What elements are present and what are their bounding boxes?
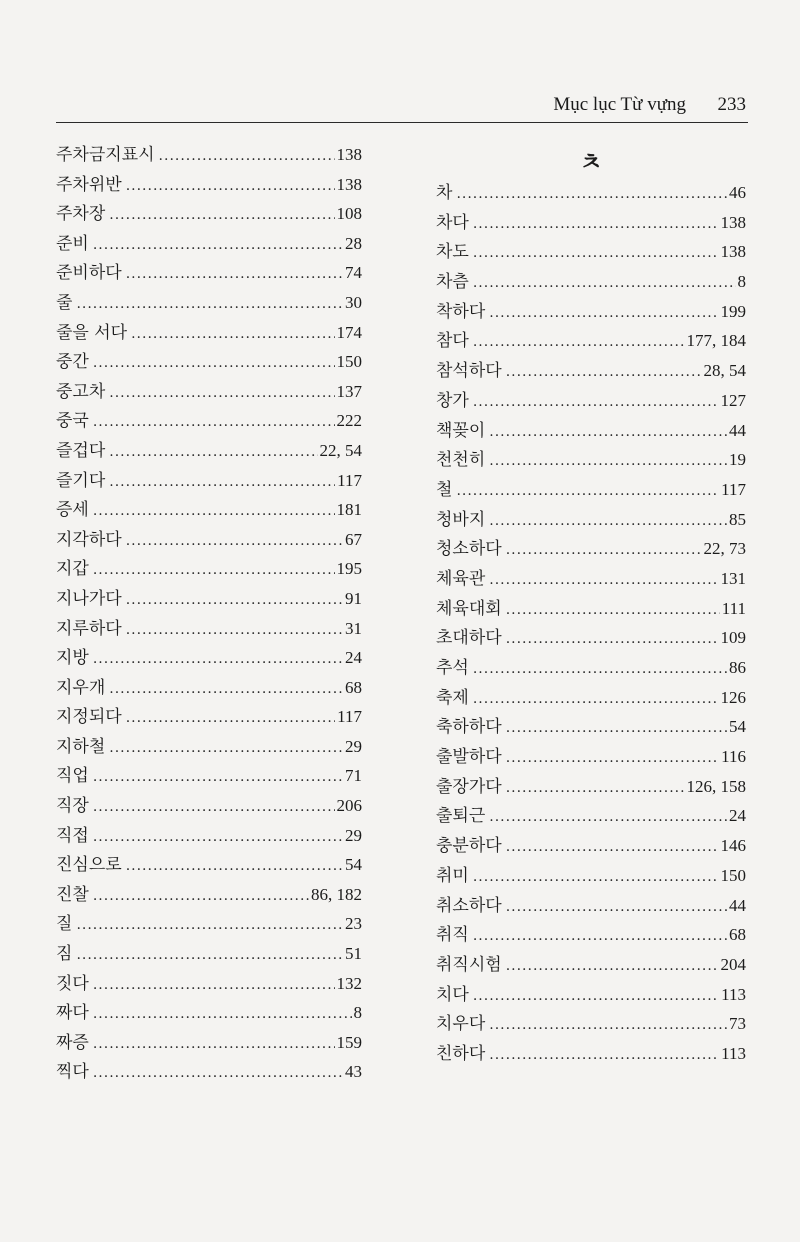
index-page-ref: 204 (720, 954, 746, 974)
index-term: 주차금지표시 (56, 145, 155, 165)
index-entry (56, 140, 362, 170)
index-term: 중국 (56, 411, 89, 432)
dot-leader (506, 596, 720, 626)
index-entry (436, 475, 746, 505)
index-term: 축제 (436, 687, 469, 708)
index-page-ref: 44 (729, 420, 746, 440)
index-page-ref: 138 (720, 212, 746, 232)
index-entry (436, 950, 746, 980)
index-term: 천천히 (436, 450, 486, 471)
index-page-ref: 46 (729, 183, 746, 202)
index-term: 즐겁다 (56, 440, 106, 461)
index-page-ref: 195 (336, 559, 362, 579)
index-entry (436, 208, 746, 238)
dot-leader (506, 774, 685, 804)
index-term: 주차위반 (56, 174, 122, 195)
index-term: 진심으로 (56, 855, 122, 876)
index-term: 축하하다 (436, 717, 502, 738)
index-entry (436, 386, 746, 416)
index-page-ref: 150 (336, 352, 362, 372)
index-term: 참석하다 (436, 361, 502, 382)
index-page-ref: 206 (336, 796, 362, 816)
index-term: 차다 (436, 212, 469, 233)
dot-leader (126, 260, 343, 290)
index-entry (436, 772, 746, 802)
index-page-ref: 28, 54 (703, 361, 746, 381)
dot-leader (76, 941, 343, 971)
dot-leader (506, 833, 719, 863)
index-page-ref: 54 (345, 855, 362, 875)
index-page-ref: 181 (336, 500, 362, 520)
index-entry (56, 347, 362, 377)
index-entry (436, 801, 746, 831)
index-page-ref: 109 (720, 628, 746, 648)
index-entry (436, 623, 746, 653)
index-page-ref: 51 (345, 944, 362, 964)
index-entries-right (436, 178, 746, 1069)
dot-leader (109, 734, 343, 764)
index-page-ref: 138 (720, 242, 746, 262)
index-entry (56, 288, 362, 318)
index-entry (436, 831, 746, 861)
dot-leader (93, 823, 343, 853)
dot-leader (506, 625, 719, 655)
index-page-ref: 132 (336, 973, 362, 993)
dot-leader (126, 527, 343, 557)
index-term: 짜다 (56, 1003, 89, 1024)
index-page-ref: 74 (345, 263, 362, 283)
index-page-ref: 131 (720, 568, 746, 588)
dot-leader (93, 408, 335, 438)
index-term: 지갑 (56, 559, 89, 580)
dot-leader (473, 388, 719, 418)
index-term: 청바지 (436, 509, 486, 530)
index-page-ref: 24 (729, 806, 746, 826)
dot-leader (473, 922, 727, 952)
index-term: 친하다 (436, 1043, 486, 1064)
index-term: 충분하다 (436, 836, 502, 857)
index-term: 체육대회 (436, 598, 502, 619)
index-term: 체육관 (436, 568, 486, 589)
index-entry (436, 1039, 746, 1069)
index-term: 짜증 (56, 1032, 89, 1053)
dot-leader (76, 911, 343, 941)
dot-leader (473, 685, 719, 715)
dot-leader (93, 556, 335, 586)
index-term: 직접 (56, 825, 89, 846)
index-term: 취미 (436, 865, 469, 886)
index-page-ref: 146 (720, 836, 746, 856)
index-entry (56, 436, 362, 466)
index-term: 착하다 (436, 301, 486, 322)
index-entry (56, 1028, 362, 1058)
index-page-ref: 22, 54 (319, 440, 362, 460)
dot-leader (126, 586, 343, 616)
index-entry (436, 594, 746, 624)
dot-leader (126, 852, 343, 882)
dot-leader (126, 172, 335, 202)
index-term: 줄 (56, 292, 73, 313)
index-entry (56, 377, 362, 407)
dot-leader (506, 893, 727, 923)
index-entry (56, 170, 362, 200)
index-entry (56, 969, 362, 999)
index-page-ref: 138 (336, 145, 362, 164)
index-page-ref: 68 (345, 677, 362, 697)
index-page-ref: 28 (345, 233, 362, 253)
index-term: 짓다 (56, 973, 89, 994)
index-entry (436, 564, 746, 594)
dot-leader (93, 645, 343, 675)
dot-leader (159, 142, 335, 172)
index-entry (436, 920, 746, 950)
index-entry (436, 861, 746, 891)
index-entry (436, 416, 746, 446)
index-entry (56, 643, 362, 673)
index-term: 증세 (56, 500, 89, 521)
index-page-ref: 177, 184 (686, 331, 746, 351)
index-term: 치다 (436, 984, 469, 1005)
index-page-ref: 126, 158 (686, 776, 746, 796)
index-entry (56, 199, 362, 229)
index-term: 출장가다 (436, 776, 502, 797)
dot-leader (93, 971, 335, 1001)
index-page-ref: 111 (721, 598, 746, 618)
running-title: Mục lục Từ vựng (553, 94, 686, 115)
index-term: 철 (436, 479, 453, 500)
index-entry (56, 732, 362, 762)
index-term: 지루하다 (56, 618, 122, 639)
index-page-ref: 116 (721, 747, 746, 767)
index-page-ref: 8 (353, 1003, 362, 1023)
index-term: 취직 (436, 925, 469, 946)
index-term: 치우다 (436, 1014, 486, 1035)
index-term: 창가 (436, 390, 469, 411)
index-page-ref: 117 (337, 470, 362, 490)
dot-leader (109, 201, 334, 231)
index-entry (436, 505, 746, 535)
dot-leader (473, 982, 719, 1012)
dot-leader (131, 320, 334, 350)
page-number: 233 (717, 94, 746, 115)
dot-leader (489, 1041, 719, 1071)
dot-leader (506, 358, 702, 388)
dot-leader (109, 438, 317, 468)
index-term: 주차장 (56, 204, 106, 225)
index-page-ref: 138 (336, 174, 362, 194)
dot-leader (93, 349, 335, 379)
dot-leader (473, 269, 736, 299)
index-entry (56, 1057, 362, 1087)
dot-leader (473, 655, 727, 685)
index-term: 차 (436, 183, 453, 203)
index-term: 진찰 (56, 884, 89, 905)
dot-leader (93, 1000, 352, 1030)
dot-leader (456, 477, 719, 507)
index-term: 찍다 (56, 1062, 89, 1083)
dot-leader (93, 231, 343, 261)
index-term: 줄을 서다 (56, 322, 128, 343)
index-page-ref: 150 (720, 865, 746, 885)
index-entry (436, 683, 746, 713)
index-entry (436, 980, 746, 1010)
dot-leader (473, 328, 685, 358)
index-term: 차츰 (436, 272, 469, 293)
index-entry (436, 178, 746, 208)
index-entry (56, 406, 362, 436)
index-term: 직업 (56, 766, 89, 787)
index-page-ref: 22, 73 (703, 539, 746, 559)
dot-leader (473, 239, 719, 269)
dot-leader (506, 714, 727, 744)
index-term: 준비하다 (56, 263, 122, 284)
index-entry (56, 584, 362, 614)
index-entry (56, 495, 362, 525)
index-entry (56, 998, 362, 1028)
index-entry (56, 673, 362, 703)
dot-leader (109, 675, 343, 705)
index-entry (56, 850, 362, 880)
index-page-ref: 29 (345, 736, 362, 756)
index-page-ref: 8 (737, 272, 746, 292)
index-term: 지정되다 (56, 707, 122, 728)
index-page-ref: 19 (729, 450, 746, 470)
index-term: 출퇴근 (436, 806, 486, 827)
dot-leader (126, 704, 335, 734)
index-page-ref: 137 (336, 381, 362, 401)
index-page-ref: 91 (345, 588, 362, 608)
index-term: 지나가다 (56, 588, 122, 609)
index-page-ref: 86 (729, 658, 746, 677)
index-term: 지각하다 (56, 529, 122, 550)
index-page-ref: 31 (345, 618, 362, 638)
index-term: 지하철 (56, 736, 106, 757)
dot-leader (506, 952, 719, 982)
index-entry (436, 326, 746, 356)
index-page-ref: 117 (337, 707, 362, 727)
index-page-ref: 68 (729, 925, 746, 945)
index-page-ref: 54 (729, 717, 746, 737)
index-page-ref: 117 (721, 479, 746, 499)
index-entry (56, 258, 362, 288)
index-term: 중고차 (56, 381, 106, 402)
dot-leader (506, 536, 702, 566)
index-term: 차도 (436, 242, 469, 263)
index-page-ref: 159 (336, 1032, 362, 1052)
index-entry (436, 1009, 746, 1039)
index-page-ref: 30 (345, 292, 362, 312)
index-page-ref: 113 (721, 984, 746, 1004)
index-page-ref: 43 (345, 1062, 362, 1082)
index-entry (56, 525, 362, 555)
dot-leader (489, 803, 727, 833)
dot-leader (109, 379, 334, 409)
index-entry (436, 297, 746, 327)
dot-leader (93, 1059, 343, 1089)
dot-leader (109, 468, 335, 498)
dot-leader (126, 616, 343, 646)
dot-leader (473, 210, 719, 240)
index-term: 지방 (56, 648, 89, 669)
index-page-ref: 126 (720, 687, 746, 707)
index-page-ref: 44 (729, 895, 746, 915)
index-term: 준비 (56, 233, 89, 254)
index-entry (436, 534, 746, 564)
index-entry (436, 267, 746, 297)
index-entry (56, 880, 362, 910)
dot-leader (93, 497, 335, 527)
dot-leader (489, 566, 718, 596)
dot-leader (506, 744, 719, 774)
index-column-right (436, 146, 746, 1069)
index-term: 취직시험 (436, 954, 502, 975)
dot-leader (93, 1030, 335, 1060)
dot-leader (489, 299, 718, 329)
index-entry (56, 821, 362, 851)
index-page-ref: 222 (336, 411, 362, 431)
dot-leader (76, 290, 343, 320)
index-page-ref: 199 (720, 301, 746, 321)
index-term: 책꽂이 (436, 420, 486, 441)
dot-leader (489, 447, 727, 477)
index-entry (436, 237, 746, 267)
dot-leader (489, 507, 727, 537)
index-page-ref: 86, 182 (311, 884, 362, 904)
index-entry (56, 939, 362, 969)
dot-leader (93, 763, 343, 793)
index-term: 지우개 (56, 677, 106, 698)
index-term: 취소하다 (436, 895, 502, 916)
index-entry (56, 229, 362, 259)
index-entry (56, 554, 362, 584)
index-page-ref: 71 (345, 766, 362, 786)
page-header (56, 88, 748, 123)
index-term: 즐기다 (56, 470, 106, 491)
dot-leader (93, 793, 335, 823)
index-term: 짐 (56, 944, 73, 965)
index-entry (56, 614, 362, 644)
index-page-ref: 67 (345, 529, 362, 549)
dot-leader (489, 1011, 727, 1041)
index-term: 질 (56, 914, 73, 935)
index-entry (436, 891, 746, 921)
index-entry (56, 791, 362, 821)
index-term: 초대하다 (436, 628, 502, 649)
index-column-left (56, 140, 362, 1087)
index-entry (56, 702, 362, 732)
index-page-ref: 113 (721, 1043, 746, 1063)
index-entry (436, 356, 746, 386)
index-entry (436, 742, 746, 772)
index-page-ref: 29 (345, 825, 362, 845)
index-page-ref: 108 (336, 204, 362, 224)
index-term: 청소하다 (436, 539, 502, 560)
dot-leader (456, 180, 727, 210)
index-term: 추석 (436, 658, 469, 678)
index-page-ref: 85 (729, 509, 746, 529)
section-heading-chieut: ㅊ (579, 147, 603, 176)
index-page-ref: 174 (336, 322, 362, 342)
index-term: 중간 (56, 352, 89, 373)
index-entry (436, 445, 746, 475)
index-term: 참다 (436, 331, 469, 352)
index-page-ref: 73 (729, 1014, 746, 1034)
index-term: 출발하다 (436, 747, 502, 768)
dot-leader (93, 882, 309, 912)
index-entry (436, 653, 746, 683)
index-page-ref: 24 (345, 648, 362, 668)
index-entry (436, 712, 746, 742)
dot-leader (489, 418, 727, 448)
index-page-ref: 127 (720, 390, 746, 410)
index-term: 직장 (56, 796, 89, 817)
dot-leader (473, 863, 719, 893)
index-entry (56, 318, 362, 348)
index-entry (56, 466, 362, 496)
index-page-ref: 23 (345, 914, 362, 934)
index-entry (56, 909, 362, 939)
index-entry (56, 761, 362, 791)
